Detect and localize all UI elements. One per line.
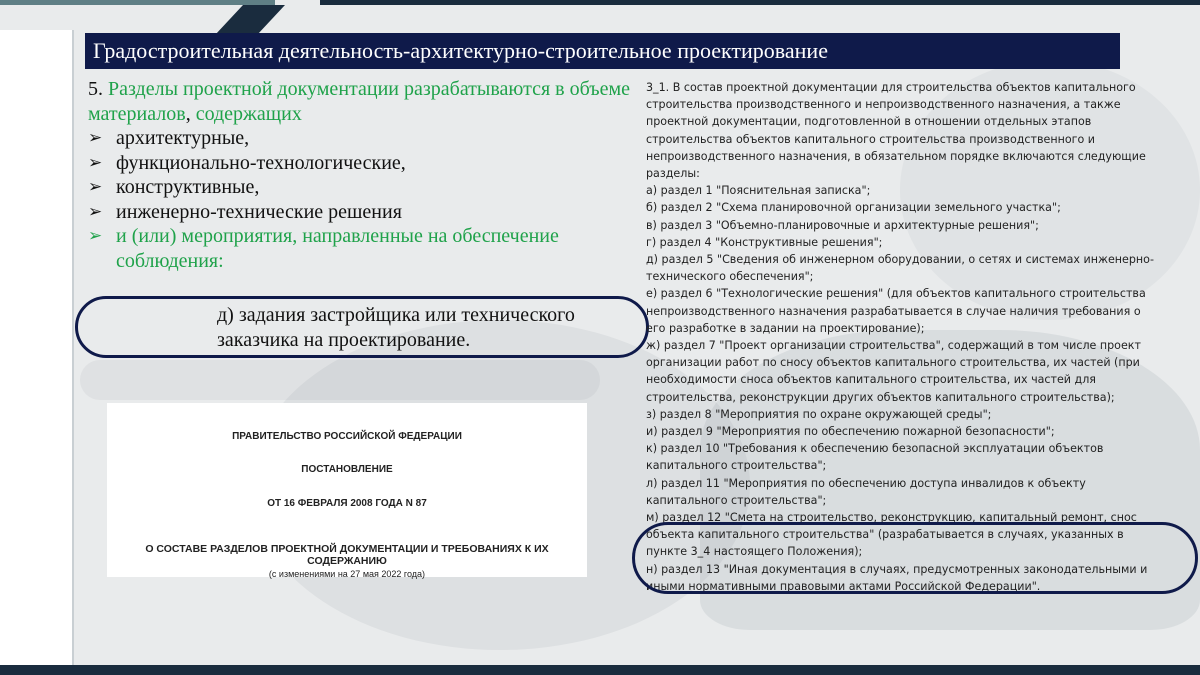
document-subject: О СОСТАВЕ РАЗДЕЛОВ ПРОЕКТНОЙ ДОКУМЕНТАЦИИ И ТРЕБОВАНИЯХ К ИХ СОДЕРЖАНИЮ (145, 543, 549, 567)
section-heading-text: Разделы проектной документации разрабатываются в объеме материалов (88, 78, 631, 125)
bullet-item (88, 224, 633, 273)
arrow-bullet-icon: ➢ (88, 128, 103, 147)
slide-title: Градостроительная деятельность-архитектурно-строительное проектирование (85, 33, 1120, 69)
regulation-line: непроизводственного назначения, в обязательном порядке включаются следующие (646, 149, 1146, 163)
regulation-line: з) раздел 8 "Мероприятия по охране окружающей среды"; (646, 407, 992, 421)
highlight-oval-right (632, 522, 1198, 594)
bullet-text: конструктивные, (116, 176, 260, 198)
bullet-text: архитектурные, (116, 127, 250, 149)
document-type: ПОСТАНОВЛЕНИЕ (301, 464, 393, 475)
document-amendment: (с изменениями на 27 мая 2022 года) (268, 569, 426, 579)
regulation-line: б) раздел 2 "Схема планировочной организации земельного участка"; (646, 201, 1061, 215)
arrow-bullet-icon: ➢ (88, 226, 103, 245)
regulation-line: строительства объектов капитального строительства производственного и (646, 132, 1095, 146)
bullet-text: инженерно-технические решения (116, 200, 402, 223)
bullet-item (88, 126, 633, 151)
regulation-line: капитального строительства"; (646, 459, 827, 473)
regulation-line: его разработке в задании на проектирование); (646, 321, 925, 335)
regulation-line: к) раздел 10 "Требования к обеспечению безопасной эксплуатации объектов (646, 442, 1104, 456)
regulation-line: иными нормативными правовыми актами Российской Федерации". (646, 579, 1041, 593)
regulation-line: в) раздел 3 "Объемно-планировочные и архитектурные решения"; (646, 218, 1039, 232)
regulation-line: ж) раздел 7 "Проект организации строительства", содержащий в том числе проект (646, 339, 1141, 353)
regulation-line: проектной документации, подготовленной в отношении отдельных этапов (646, 115, 1092, 129)
document-card (107, 403, 587, 577)
section-heading-tail: содержащих (195, 102, 302, 125)
document-date: ОТ 16 ФЕВРАЛЯ 2008 ГОДА N 87 (267, 498, 427, 509)
regulation-line: строительства производственного и непроизводственного назначения, а также (646, 98, 1121, 112)
section-number: 5. (88, 78, 103, 100)
background-shape (80, 360, 600, 400)
regulation-line: технического обеспечения"; (646, 270, 814, 284)
regulation-line: н) раздел 13 "Иная документация в случаях, предусмотренных законодательными и (646, 562, 1148, 576)
regulation-line: г) раздел 4 "Конструктивные решения"; (646, 235, 883, 249)
regulation-line: л) раздел 11 "Мероприятия по обеспечению доступа инвалидов к объекту (646, 476, 1086, 490)
section-heading (88, 77, 633, 126)
bullet-item (88, 151, 633, 176)
regulation-line: и) раздел 9 "Мероприятия по обеспечению пожарной безопасности"; (646, 425, 1055, 439)
highlight-note: д) задания застройщика или технического заказчика на проектирование. (217, 304, 575, 351)
regulation-line: необходимости сноса объектов капитального строительства, их частей для (646, 373, 1096, 387)
top-band-accent (0, 0, 275, 5)
regulation-line: организации работ по сносу объектов капитального строительства, их частей (при (646, 356, 1140, 370)
regulation-line: капитального строительства"; (646, 493, 827, 507)
bottom-band (0, 665, 1200, 675)
left-margin-bar (0, 30, 74, 675)
regulation-line: а) раздел 1 "Пояснительная записка"; (646, 184, 871, 198)
section-heading-comma: , (185, 102, 191, 125)
regulation-line: объекта капитального строительства" (разрабатывается в случаях, указанных в (646, 528, 1124, 542)
regulation-line: строительства, реконструкции других объектов капитального строительства); (646, 390, 1115, 404)
regulation-line: пункте 3_4 настоящего Положения); (646, 545, 863, 559)
regulation-line: м) раздел 12 "Смета на строительство, реконструкцию, капитальный ремонт, снос (646, 511, 1137, 525)
left-content (88, 77, 633, 273)
corner-decoration (215, 5, 285, 35)
bullet-item (88, 175, 633, 200)
arrow-bullet-icon: ➢ (88, 201, 103, 221)
regulation-line: е) раздел 6 "Технологические решения" (для объектов капитального строительства (646, 287, 1146, 301)
arrow-bullet-icon: ➢ (88, 177, 103, 196)
bullet-text: функционально-технологические, (116, 151, 406, 174)
bullet-text: и (или) мероприятия, направленные на обеспечение соблюдения: (116, 225, 559, 272)
regulation-line: 3_1. В состав проектной документации для строительства объектов капитального (646, 81, 1136, 94)
bullet-item (88, 200, 633, 225)
regulation-line: разделы: (646, 167, 700, 181)
document-issuer: ПРАВИТЕЛЬСТВО РОССИЙСКОЙ ФЕДЕРАЦИИ (232, 431, 462, 442)
regulation-line: д) раздел 5 "Сведения об инженерном оборудовании, о сетях и системах инженерно- (646, 253, 1154, 267)
bullet-list (88, 126, 633, 273)
top-band-dark (320, 0, 1200, 5)
arrow-bullet-icon: ➢ (88, 152, 103, 172)
regulation-text (646, 79, 1196, 595)
regulation-line: непроизводственного назначения разрабатывается в случае наличия требования о (646, 304, 1141, 318)
